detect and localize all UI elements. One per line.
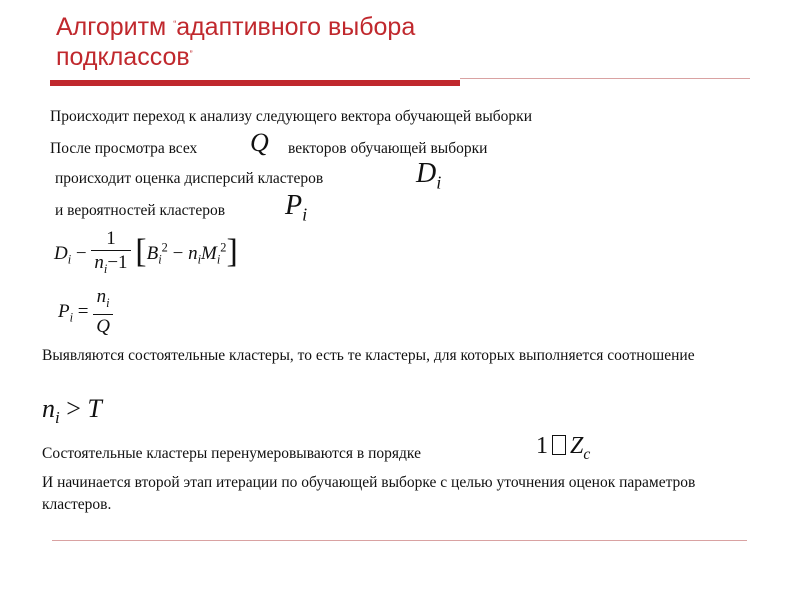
eq2-num-n: n (96, 286, 107, 307)
eq1-den-tail: −1 (107, 252, 128, 273)
eq2-fraction (93, 286, 113, 339)
text-line-2b: векторов обучающей выборки (288, 140, 488, 157)
eq1-numerator: 1 (91, 228, 130, 251)
title-part3: подклассов (56, 43, 190, 71)
math-Q: Q (250, 128, 269, 157)
text-line-4: и вероятностей кластеров (55, 202, 226, 219)
eq1-n: n (188, 242, 198, 264)
eq2-numerator (93, 286, 113, 315)
text-line-6: Состоятельные кластеры перенумеровываются в порядке (42, 445, 421, 462)
eq1-denominator (91, 251, 130, 281)
title-underline-thick (50, 80, 460, 86)
title-part1: Алгоритм (56, 13, 174, 41)
eq2-num-sub: i (106, 295, 110, 310)
ineq-op: > (59, 394, 88, 423)
text-line-1: Происходит переход к анализу следующего вектора обучающей выборки (50, 108, 532, 125)
eq1-M-sub: i (216, 252, 221, 267)
missing-glyph-icon (552, 435, 566, 455)
math-P-sub: i (302, 204, 308, 225)
title-underline-thin (460, 78, 750, 79)
eq1-M: M (201, 242, 217, 264)
order-one: 1 (536, 433, 548, 459)
eq1-B: B (146, 242, 159, 264)
eq1-fraction (91, 228, 130, 281)
equation-probability (58, 286, 113, 339)
eq1-den-sub: i (103, 261, 108, 276)
title-part2: адаптивного выбора (176, 13, 416, 41)
order-Z-sub: c (583, 445, 591, 463)
equation-dispersion (54, 228, 238, 281)
title-quote-open: “ (173, 19, 177, 29)
eq2-lhs-sub: i (69, 310, 74, 325)
math-P: P (285, 190, 303, 221)
eq1-lhs-sub: i (67, 252, 72, 267)
title-quote-close: ” (189, 49, 193, 59)
math-D-sub: i (436, 172, 442, 193)
math-D-i (416, 158, 441, 194)
slide-title (56, 12, 756, 72)
text-line-7: И начинается второй этап итерации по обучающей выборке с целью уточнения оценок параметров кластеров. (42, 474, 696, 513)
eq1-bracket-open: [ (135, 233, 147, 271)
eq1-bracket-close: ] (226, 233, 238, 271)
text-line-5: Выявляются состоятельные кластеры, то есть те кластеры, для которых выполняется соотношение (42, 347, 695, 364)
eq1-minus: − (75, 242, 87, 264)
order-Z: Z (570, 433, 584, 459)
eq2-eq: = (77, 300, 94, 322)
order-expression (536, 433, 590, 464)
math-D: D (416, 158, 437, 189)
eq2-denominator: Q (96, 315, 110, 337)
math-P-i (285, 190, 307, 226)
eq1-lhs: D (54, 242, 68, 264)
text-line-3: происходит оценка дисперсий кластеров (55, 170, 324, 187)
eq1-minus2: − (167, 242, 189, 264)
text-line-2a: После просмотра всех (50, 140, 198, 157)
ineq-n-sub: i (55, 408, 60, 428)
eq1-B-sq: 2 (161, 240, 168, 255)
eq2-lhs: P (58, 300, 70, 322)
ineq-T: T (87, 394, 102, 423)
eq1-B-sub: i (158, 252, 162, 267)
inequality (42, 394, 102, 428)
ineq-n: n (42, 394, 55, 423)
eq1-n-sub: i (197, 252, 201, 267)
bottom-divider (52, 540, 747, 541)
eq1-M-sq: 2 (220, 240, 227, 255)
eq1-den-n: n (94, 252, 104, 273)
